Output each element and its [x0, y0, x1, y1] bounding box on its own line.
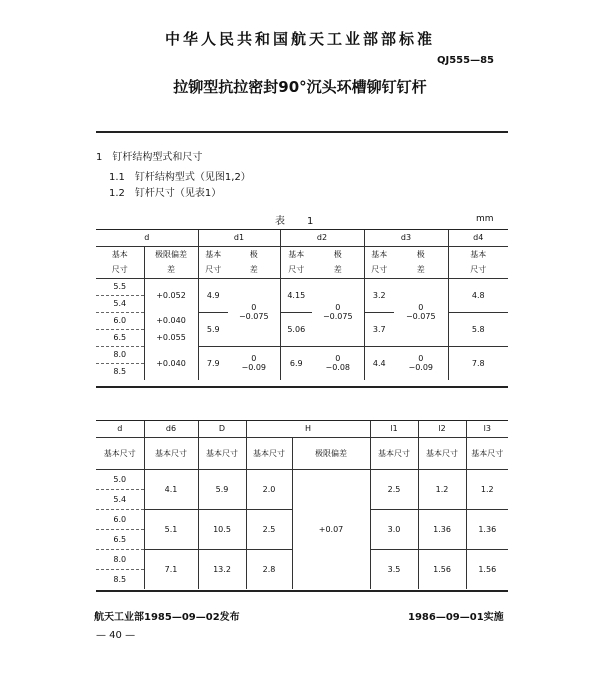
col-d: d	[96, 421, 144, 437]
table-1-cell: −0.075	[238, 312, 269, 321]
col-l2: l2	[418, 421, 466, 437]
hdr-size: 尺寸	[96, 262, 144, 278]
table-1-cell: −0.09	[408, 363, 433, 373]
table-2-cell: 2.5	[246, 509, 292, 549]
hdr-base-size: 基本尺寸	[198, 437, 246, 469]
table-1-cell: +0.040	[144, 346, 198, 380]
table-2-cell: 4.1	[144, 469, 198, 509]
table-2-cell: 5.9	[198, 469, 246, 509]
table-1-cell: 5.9	[198, 312, 228, 346]
table-2-cell: 1.2	[418, 469, 466, 509]
table-2-cell: 6.5	[96, 529, 144, 549]
table-1-cell: 5.8	[448, 312, 508, 346]
table-2-cell: 1.36	[418, 509, 466, 549]
table-1-cell	[394, 278, 448, 346]
hdr-base-size: 基本尺寸	[370, 437, 418, 469]
table-1-cell	[228, 278, 280, 346]
table-1	[96, 230, 508, 380]
table-1-caption: 表 1	[275, 216, 320, 227]
header-rule	[96, 131, 508, 133]
table-2-cell: 1.56	[466, 549, 508, 589]
col-d2: d2	[280, 230, 364, 246]
table-2-cell: 3.0	[370, 509, 418, 549]
table-1-cell: 0	[335, 354, 341, 364]
table-1-unit: mm	[476, 214, 494, 224]
col-d: d	[96, 230, 198, 246]
table-1-cell: 6.0	[96, 312, 144, 329]
table-1-cell: 5.06	[280, 312, 312, 346]
hdr-dev2: 差	[394, 262, 448, 278]
hdr-size: 尺寸	[364, 262, 394, 278]
table-2	[96, 421, 508, 589]
table-2-cell: 5.1	[144, 509, 198, 549]
table-2-cell: 7.1	[144, 549, 198, 589]
table-1-cell: 4.9	[198, 278, 228, 312]
table-2-cell: 10.5	[198, 509, 246, 549]
hdr-dev: 极限偏差	[144, 246, 198, 262]
table-1-cell	[394, 346, 448, 380]
effective-date: 1986—09—01实施	[408, 612, 504, 623]
hdr-limit-dev: 极限偏差	[292, 437, 370, 469]
hdr-dev: 极	[249, 249, 258, 259]
table-1-cell: 6.9	[280, 346, 312, 380]
col-l3: l3	[466, 421, 508, 437]
section-1-1-heading: 1.1 钉杆结构型式（见图1,2）	[109, 172, 251, 183]
hdr-dev2: 差	[144, 262, 198, 278]
org-title: 中华人民共和国航天工业部部标准	[164, 30, 435, 48]
table-1-cell	[312, 278, 364, 346]
table-1-cell: 0	[418, 354, 424, 364]
table-1-cell	[228, 346, 280, 380]
hdr-size: 尺寸	[198, 262, 228, 278]
hdr-base: 基本	[198, 246, 228, 262]
table-2-cell: 13.2	[198, 549, 246, 589]
table-2-cell: 8.5	[113, 574, 127, 584]
hdr-base-size: 基本尺寸	[144, 437, 198, 469]
table-1-cell: −0.08	[325, 363, 350, 373]
table-1-cell: 4.8	[448, 278, 508, 312]
hdr-base: 基本	[111, 249, 128, 259]
table-1-cell: −0.075	[405, 312, 436, 321]
col-D: D	[198, 421, 246, 437]
table-1-cell: 6.5	[96, 329, 144, 346]
table-2-cell: 5.0	[96, 469, 144, 489]
table-1-cell: −0.09	[241, 363, 266, 373]
section-1-heading: 1 钉杆结构型式和尺寸	[96, 152, 203, 163]
col-d3: d3	[364, 230, 448, 246]
table-1-cell: 0	[418, 303, 424, 312]
table-2-bottom-rule	[96, 590, 508, 592]
hdr-dev2: 差	[228, 262, 280, 278]
issued-date: 航天工业部1985—09—02发布	[94, 612, 240, 623]
hdr-size: 尺寸	[448, 262, 508, 278]
hdr-dev: 极	[416, 249, 425, 259]
table-1-cell: 8.0	[96, 346, 144, 363]
col-d4: d4	[448, 230, 508, 246]
table-2-cell: 5.4	[96, 489, 144, 509]
table-1-cell: 8.5	[113, 367, 127, 377]
table-1-cell: +0.040	[144, 312, 198, 329]
table-1-cell: 3.7	[364, 312, 394, 346]
col-l1: l1	[370, 421, 418, 437]
table-2-cell: 3.5	[370, 549, 418, 589]
table-1-cell: 4.4	[364, 346, 394, 380]
section-1-2-heading: 1.2 钉杆尺寸（见表1）	[109, 188, 222, 199]
table-1-cell: 7.8	[448, 346, 508, 380]
table-2-cell: 1.56	[418, 549, 466, 589]
table-1-bottom-rule	[96, 386, 508, 388]
hdr-base-size: 基本尺寸	[418, 437, 466, 469]
table-1-cell: 0	[251, 303, 257, 312]
table-2-cell: 6.0	[96, 509, 144, 529]
table-2-cell: 2.5	[370, 469, 418, 509]
table-1-cell: 5.5	[96, 278, 144, 295]
hdr-base-size: 基本尺寸	[246, 437, 292, 469]
col-d6: d6	[144, 421, 198, 437]
standard-number: QJ555—85	[437, 55, 495, 66]
document-title: 拉铆型抗拉密封90°沉头环槽铆钉钉杆	[173, 78, 427, 96]
table-1-cell: +0.052	[144, 278, 198, 312]
hdr-base-size: 基本尺寸	[466, 437, 508, 469]
table-1-cell: 7.9	[198, 346, 228, 380]
table-2-cell: 2.8	[246, 549, 292, 589]
table-1-cell: 5.4	[96, 295, 144, 312]
col-H: H	[246, 421, 370, 437]
hdr-base: 基本	[448, 246, 508, 262]
hdr-dev2: 差	[312, 262, 364, 278]
hdr-dev: 极	[333, 249, 342, 259]
table-1-cell	[312, 346, 364, 380]
col-d1: d1	[198, 230, 280, 246]
table-2-cell: +0.07	[292, 469, 370, 589]
hdr-base: 基本	[280, 246, 312, 262]
table-1-cell: 4.15	[280, 278, 312, 312]
hdr-size: 尺寸	[280, 262, 312, 278]
hdr-base-size: 基本尺寸	[96, 437, 144, 469]
table-2-cell: 1.36	[466, 509, 508, 549]
table-1-cell: +0.055	[144, 329, 198, 346]
table-1-cell: 0	[335, 303, 341, 312]
table-1-cell: 3.2	[364, 278, 394, 312]
table-2-cell: 1.2	[466, 469, 508, 509]
table-2-cell: 2.0	[246, 469, 292, 509]
table-1-cell: 0	[251, 354, 257, 364]
page-number: — 40 —	[96, 630, 136, 641]
hdr-base: 基本	[364, 246, 394, 262]
table-2-cell: 8.0	[96, 549, 144, 569]
table-1-cell: −0.075	[322, 312, 353, 321]
